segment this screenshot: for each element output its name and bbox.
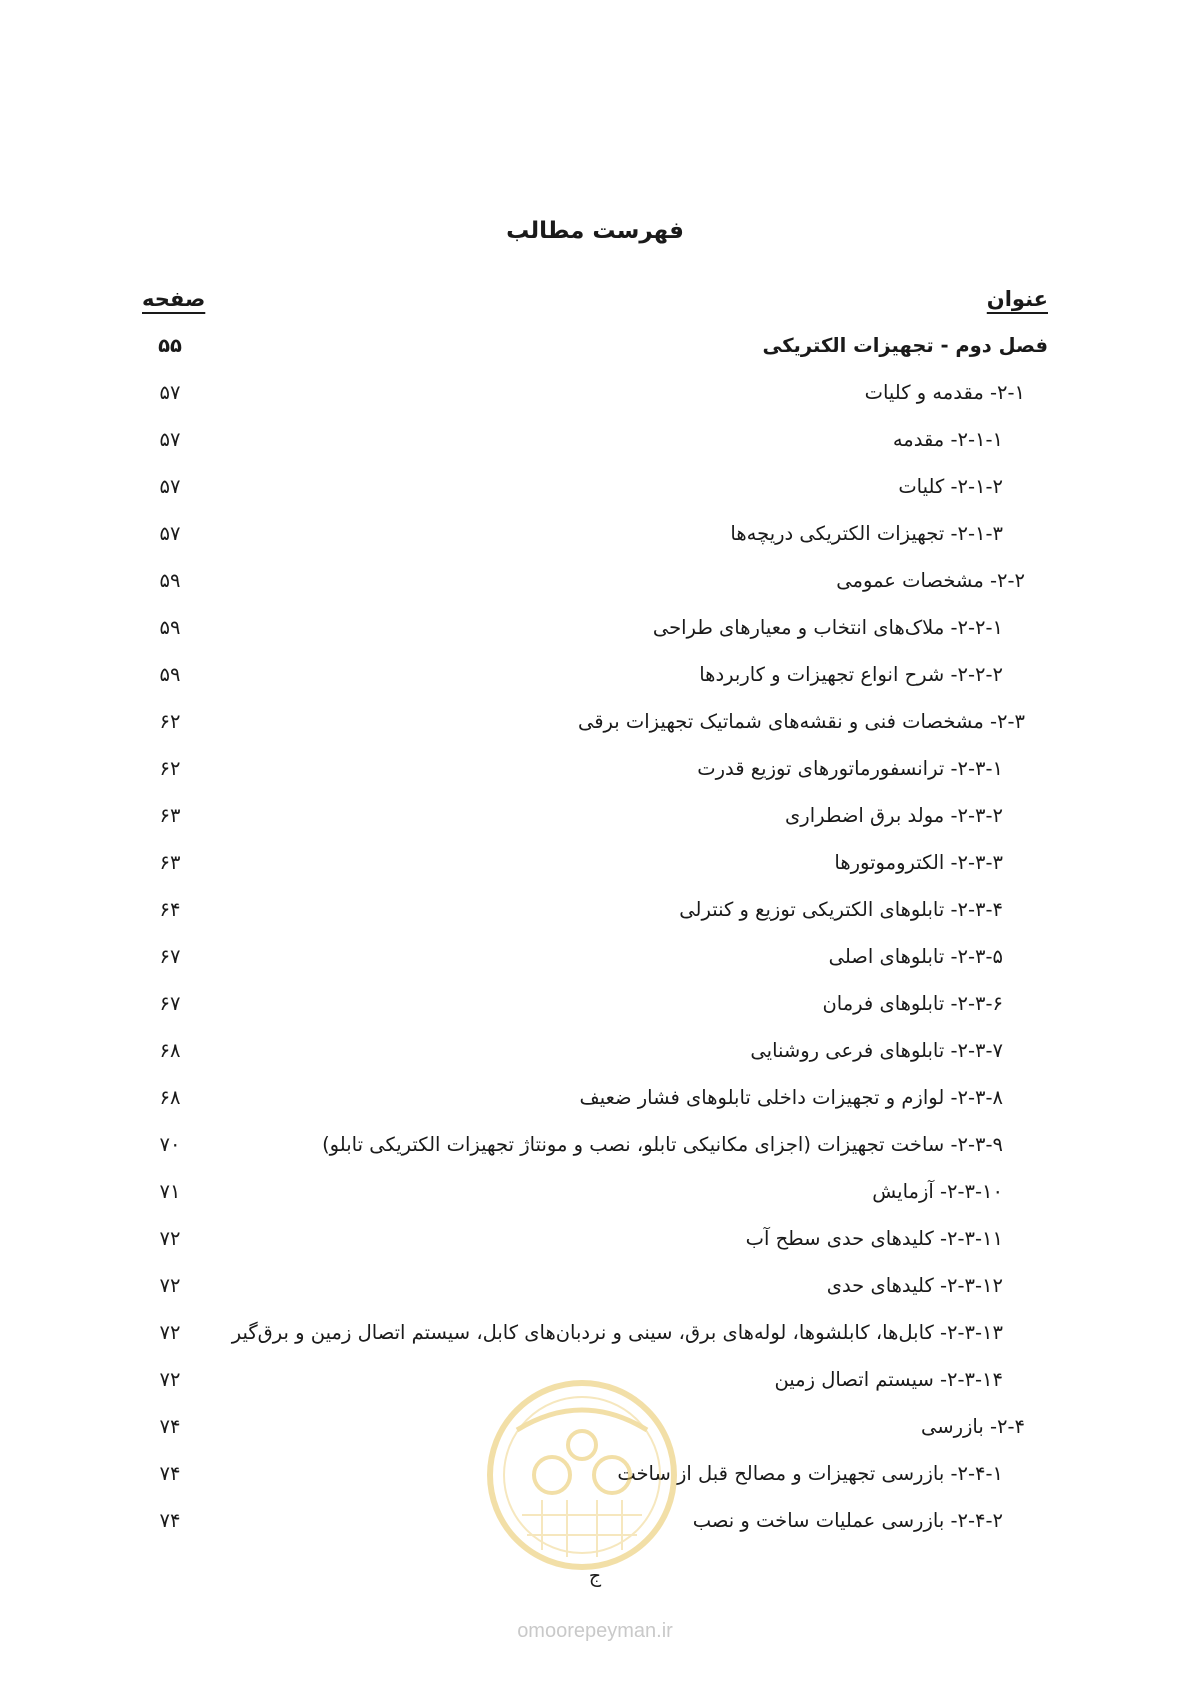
toc-entry[interactable] — [0, 1176, 1190, 1223]
toc-entry-title: ۲-۳-۱۰- آزمایش — [872, 1180, 1003, 1203]
toc-entry[interactable] — [0, 847, 1190, 894]
toc-entry-title: ۲-۲-۱- ملاک‌های انتخاب و معیارهای طراحی — [652, 616, 1003, 639]
watermark-url: omoorepeyman.ir — [517, 1620, 673, 1642]
toc-entry-title: ۲-۱-۳- تجهیزات الکتریکی دریچه‌ها — [730, 522, 1003, 545]
toc-entry-page: ۵۷ — [159, 381, 181, 404]
toc-entry[interactable] — [0, 800, 1190, 847]
toc-entry[interactable] — [0, 753, 1190, 800]
toc-entry[interactable] — [0, 471, 1190, 518]
column-header-page: صفحه — [142, 287, 206, 311]
toc-entry-page: ۶۳ — [159, 804, 181, 827]
toc-entry-page: ۷۲ — [159, 1368, 181, 1391]
toc-entry[interactable] — [0, 612, 1190, 659]
toc-entry-page: ۵۹ — [159, 569, 181, 592]
toc-entry-page: ۷۱ — [159, 1180, 181, 1203]
toc-entry-page: ۷۴ — [159, 1415, 181, 1438]
toc-entry[interactable] — [0, 706, 1190, 753]
toc-entry[interactable] — [0, 1082, 1190, 1129]
toc-entry-title: ۲-۱-۲- کلیات — [898, 475, 1003, 498]
toc-entry-title: ۲-۳-۴- تابلوهای الکتریکی توزیع و کنترلی — [679, 898, 1003, 921]
toc-entry[interactable] — [0, 1317, 1190, 1364]
toc-entry[interactable] — [0, 659, 1190, 706]
toc-entry-page: ۶۷ — [159, 992, 181, 1015]
toc-entry-title: ۲-۳-۱- ترانسفورماتورهای توزیع قدرت — [697, 757, 1003, 780]
table-of-contents — [0, 330, 1190, 1552]
toc-entry-title: ۲-۴- بازرسی — [920, 1415, 1025, 1438]
toc-entry-page: ۵۷ — [159, 522, 181, 545]
toc-entry-title: ۲-۲- مشخصات عمومی — [836, 569, 1025, 592]
toc-entry-title: ۲-۲-۲- شرح انواع تجهیزات و کاربردها — [699, 663, 1003, 686]
watermark-seal-icon — [482, 1375, 682, 1575]
toc-entry-page: ۶۲ — [159, 710, 181, 733]
toc-entry[interactable] — [0, 1223, 1190, 1270]
toc-entry-title: ۲-۳-۱۳- کابل‌ها، کابلشوها، لوله‌های برق، سینی و نردبان‌های کابل، سیستم اتصال زمین و برق‌گیر — [231, 1321, 1003, 1344]
toc-entry-page: ۷۴ — [159, 1462, 181, 1485]
toc-entry-page: ۵۹ — [159, 663, 181, 686]
toc-entry-title: ۲-۳-۳- الکتروموتورها — [834, 851, 1003, 874]
page-number: ج — [588, 1565, 602, 1587]
toc-entry[interactable] — [0, 941, 1190, 988]
toc-entry-page: ۶۸ — [159, 1086, 181, 1109]
toc-entry[interactable] — [0, 565, 1190, 612]
toc-entry[interactable] — [0, 330, 1190, 377]
toc-entry-title: ۲-۴-۱- بازرسی تجهیزات و مصالح قبل از ساخت — [617, 1462, 1003, 1485]
toc-entry-title: ۲-۳- مشخصات فنی و نقشه‌های شماتیک تجهیزات برقی — [577, 710, 1025, 733]
toc-entry-page: ۶۲ — [159, 757, 181, 780]
toc-entry-title: ۲-۳-۸- لوازم و تجهیزات داخلی تابلوهای فشار ضعیف — [579, 1086, 1003, 1109]
toc-entry[interactable] — [0, 1270, 1190, 1317]
toc-entry-page: ۶۳ — [159, 851, 181, 874]
toc-entry-page: ۶۷ — [159, 945, 181, 968]
toc-entry-page: ۶۴ — [159, 898, 181, 921]
column-header-title: عنوان — [986, 287, 1048, 311]
toc-entry-page: ۵۷ — [159, 475, 181, 498]
toc-entry-page: ۵۹ — [159, 616, 181, 639]
toc-entry-title: ۲-۱-۱- مقدمه — [892, 428, 1003, 451]
toc-entry-page: ۵۵ — [158, 334, 182, 357]
toc-entry[interactable] — [0, 1035, 1190, 1082]
toc-entry-title: ۲-۳-۶- تابلوهای فرمان — [822, 992, 1003, 1015]
toc-entry-page: ۶۸ — [159, 1039, 181, 1062]
toc-entry-title: ۲-۳-۱۴- سیستم اتصال زمین — [774, 1368, 1003, 1391]
toc-entry-page: ۷۲ — [159, 1321, 181, 1344]
toc-entry-page: ۷۲ — [159, 1227, 181, 1250]
toc-entry-title: ۲-۳-۱۱- کلیدهای حدی سطح آب — [745, 1227, 1003, 1250]
toc-entry-page: ۷۲ — [159, 1274, 181, 1297]
toc-entry-page: ۷۰ — [159, 1133, 181, 1156]
toc-entry-title: ۲-۱- مقدمه و کلیات — [864, 381, 1025, 404]
toc-entry-page: ۷۴ — [159, 1509, 181, 1532]
toc-entry-page: ۵۷ — [159, 428, 181, 451]
toc-entry[interactable] — [0, 424, 1190, 471]
toc-entry[interactable] — [0, 988, 1190, 1035]
toc-entry-title: فصل دوم - تجهیزات الکتریکی — [762, 334, 1048, 357]
toc-entry-title: ۲-۳-۵- تابلوهای اصلی — [828, 945, 1003, 968]
toc-entry-title: ۲-۴-۲- بازرسی عملیات ساخت و نصب — [692, 1509, 1003, 1532]
toc-entry[interactable] — [0, 377, 1190, 424]
toc-entry-title: ۲-۳-۲- مولد برق اضطراری — [785, 804, 1003, 827]
toc-entry-title: ۲-۳-۷- تابلوهای فرعی روشنایی — [750, 1039, 1003, 1062]
toc-title: فهرست مطالب — [506, 218, 684, 244]
toc-entry-title: ۲-۳-۹- ساخت تجهیزات (اجزای مکانیکی تابلو، نصب و مونتاژ تجهیزات الکتریکی تابلو) — [322, 1133, 1003, 1156]
toc-entry[interactable] — [0, 518, 1190, 565]
toc-entry[interactable] — [0, 894, 1190, 941]
toc-entry-title: ۲-۳-۱۲- کلیدهای حدی — [826, 1274, 1003, 1297]
toc-entry[interactable] — [0, 1129, 1190, 1176]
